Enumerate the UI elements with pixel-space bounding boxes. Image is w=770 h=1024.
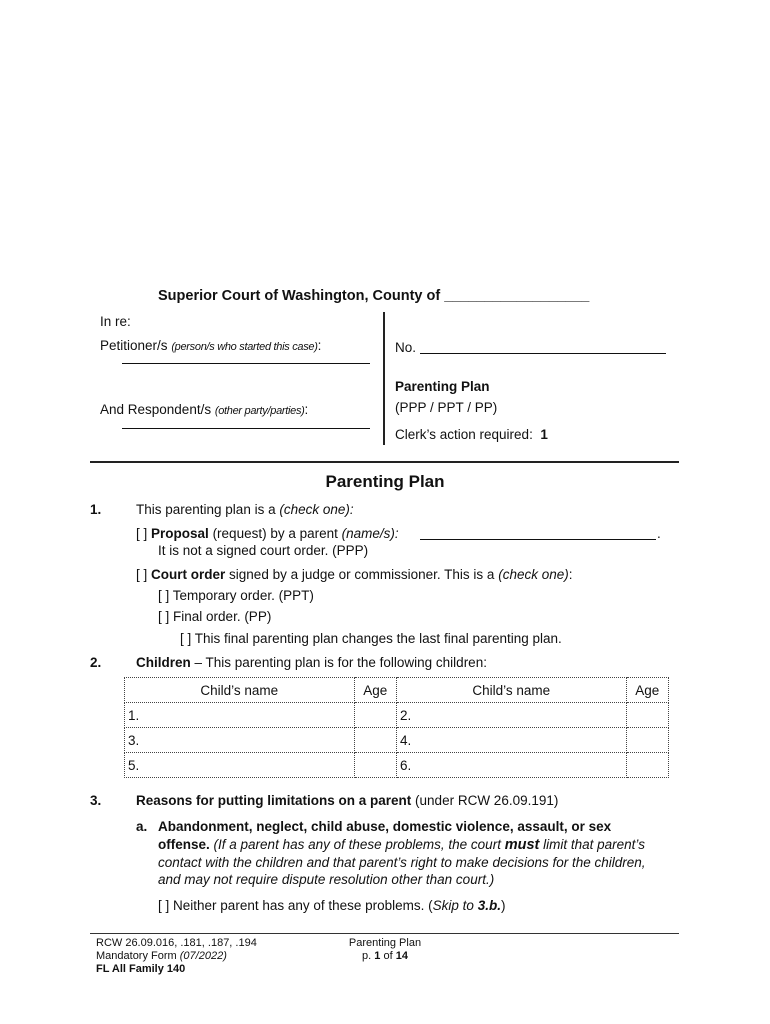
final-change-option bbox=[180, 631, 562, 646]
col-age: Age bbox=[626, 678, 668, 703]
proposal-option bbox=[136, 526, 399, 541]
proposal-hint: (name/s): bbox=[341, 526, 399, 541]
table-row bbox=[125, 703, 669, 728]
footer-page bbox=[330, 950, 440, 963]
in-re-label: In re: bbox=[100, 314, 131, 329]
case-number-label: No. bbox=[395, 340, 417, 355]
child-age-cell[interactable] bbox=[354, 753, 396, 778]
court-order-option: [ ] Court order signed by a judge or commissioner. This is a (check one): bbox=[136, 567, 573, 582]
final-change-checkbox[interactable]: [ ] bbox=[180, 631, 192, 646]
page-title bbox=[0, 472, 770, 492]
petitioner-name-field[interactable] bbox=[122, 363, 370, 364]
neither-checkbox[interactable]: [ ] bbox=[158, 898, 170, 913]
final-text: Final order. (PP) bbox=[173, 609, 272, 624]
header-rule bbox=[90, 461, 679, 463]
a-text-1b: limit that parent’s bbox=[543, 837, 645, 852]
col-child-name: Child’s name bbox=[396, 678, 626, 703]
footer-form-id: FL All Family 140 bbox=[96, 963, 186, 975]
a-text-3: and may not require dispute resolution other than court.) bbox=[158, 872, 495, 887]
child-age-cell[interactable] bbox=[354, 728, 396, 753]
child-age-cell[interactable] bbox=[626, 728, 668, 753]
page-prefix: p. bbox=[362, 950, 372, 962]
subsection-a-line2 bbox=[158, 837, 645, 853]
proposal-checkbox[interactable]: [ ] bbox=[136, 526, 148, 541]
clerk-value: 1 bbox=[540, 427, 548, 442]
skip-text: Skip to bbox=[432, 898, 474, 913]
court-heading: Superior Court of Washington, County of __________________ bbox=[158, 288, 590, 304]
child-age-cell[interactable] bbox=[626, 703, 668, 728]
final-option bbox=[158, 609, 271, 624]
footer-rule bbox=[90, 933, 679, 934]
page-title-text: Parenting Plan bbox=[325, 472, 445, 491]
respondent-name-field[interactable] bbox=[122, 428, 370, 429]
children-table bbox=[124, 677, 669, 778]
respondent-label bbox=[100, 402, 308, 417]
footer-mandatory bbox=[96, 950, 257, 963]
must-emphasis: must bbox=[504, 837, 540, 853]
court-order-text: signed by a judge or commissioner. This is a bbox=[229, 567, 495, 582]
child-age-cell[interactable] bbox=[626, 753, 668, 778]
section2-heading bbox=[136, 655, 487, 670]
proposal-text: (request) by a parent bbox=[212, 526, 338, 541]
footer-mandatory-text: Mandatory Form bbox=[96, 950, 177, 962]
clerk-label: Clerk’s action required: bbox=[395, 427, 533, 442]
temporary-text: Temporary order. (PPT) bbox=[172, 588, 314, 603]
doc-codes: (PPP / PPT / PP) bbox=[395, 400, 498, 415]
doc-title-right: Parenting Plan bbox=[395, 379, 490, 394]
page-of: of bbox=[383, 950, 393, 962]
footer-mandatory-date: (07/2022) bbox=[179, 950, 227, 962]
children-header-row bbox=[125, 678, 669, 703]
child-name-cell[interactable]: 6. bbox=[396, 753, 626, 778]
section2-number: 2. bbox=[90, 655, 102, 670]
caption-divider bbox=[383, 312, 385, 445]
child-name-cell[interactable]: 1. bbox=[125, 703, 355, 728]
clerk-action bbox=[395, 427, 548, 442]
page-total: 14 bbox=[395, 950, 408, 962]
footer-center bbox=[330, 937, 440, 963]
petitioner-text: Petitioner/s bbox=[100, 338, 168, 353]
petitioner-colon: : bbox=[317, 338, 322, 353]
final-checkbox[interactable]: [ ] bbox=[158, 609, 170, 624]
court-order-hint: (check one) bbox=[498, 567, 569, 582]
table-row bbox=[125, 728, 669, 753]
temporary-option bbox=[158, 588, 314, 603]
section3-heading bbox=[136, 793, 558, 808]
footer-left bbox=[96, 937, 257, 976]
neither-text: Neither parent has any of these problems. ( bbox=[173, 898, 433, 913]
page-number: 1 bbox=[374, 950, 381, 962]
final-change-text: This final parenting plan changes the last final parenting plan. bbox=[194, 631, 562, 646]
temporary-checkbox[interactable]: [ ] bbox=[158, 588, 170, 603]
subsection-a-label: a. bbox=[136, 819, 148, 834]
section1-intro bbox=[136, 502, 354, 517]
neither-close: ) bbox=[500, 898, 506, 913]
court-order-bold: Court order bbox=[151, 567, 226, 582]
proposal-note: It is not a signed court order. (PPP) bbox=[158, 543, 369, 558]
section1-intro-hint: (check one): bbox=[279, 502, 354, 517]
footer-rcw: RCW 26.09.016, .181, .187, .194 bbox=[96, 937, 257, 949]
court-order-checkbox[interactable]: [ ] bbox=[136, 567, 148, 582]
a-text-2: contact with the children and that parent’s right to make decisions for the children, bbox=[158, 855, 646, 870]
limitations-heading-rest: (under RCW 26.09.191) bbox=[415, 793, 559, 808]
respondent-hint: (other party/parties) bbox=[214, 405, 305, 417]
table-row bbox=[125, 753, 669, 778]
case-number-field[interactable] bbox=[420, 341, 666, 354]
neither-option bbox=[158, 898, 505, 913]
child-name-cell[interactable]: 2. bbox=[396, 703, 626, 728]
offense-bold: offense. bbox=[158, 837, 210, 852]
proposal-bold: Proposal bbox=[151, 526, 209, 541]
child-name-cell[interactable]: 4. bbox=[396, 728, 626, 753]
petitioner-label bbox=[100, 338, 321, 353]
section3-number: 3. bbox=[90, 793, 102, 808]
children-text: – This parenting plan is for the following children: bbox=[194, 655, 487, 670]
a-text-1: (If a parent has any of these problems, the court bbox=[213, 837, 501, 852]
skip-target-link[interactable]: 3.b. bbox=[477, 898, 501, 913]
subsection-a-heading: Abandonment, neglect, child abuse, domestic violence, assault, or sex bbox=[158, 819, 612, 834]
child-age-cell[interactable] bbox=[354, 703, 396, 728]
proposal-period: . bbox=[657, 526, 661, 541]
respondent-colon: : bbox=[304, 402, 309, 417]
col-child-name: Child’s name bbox=[125, 678, 355, 703]
respondent-text: And Respondent/s bbox=[100, 402, 212, 417]
child-name-cell[interactable]: 3. bbox=[125, 728, 355, 753]
children-heading: Children bbox=[136, 655, 191, 670]
proposal-name-field[interactable] bbox=[420, 527, 656, 540]
section1-intro-text: This parenting plan is a bbox=[136, 502, 276, 517]
child-name-cell[interactable]: 5. bbox=[125, 753, 355, 778]
col-age: Age bbox=[354, 678, 396, 703]
footer-title: Parenting Plan bbox=[348, 937, 422, 949]
limitations-heading: Reasons for putting limitations on a parent bbox=[136, 793, 412, 808]
section1-number: 1. bbox=[90, 502, 102, 517]
petitioner-hint: (person/s who started this case) bbox=[171, 341, 318, 353]
